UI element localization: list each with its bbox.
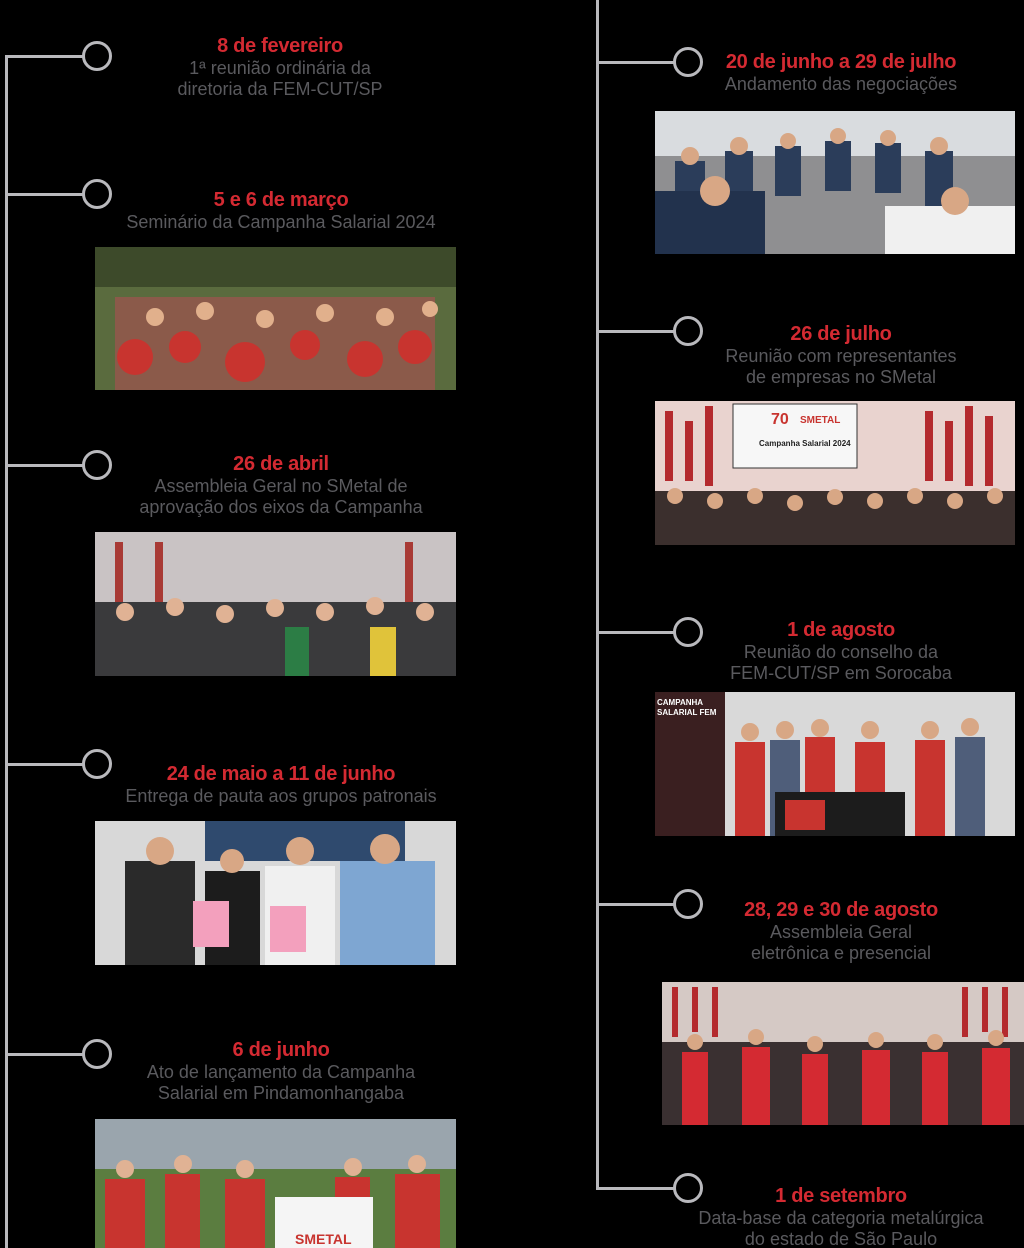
campaign-text: CAMPANHA SALARIAL FEM [657, 698, 717, 717]
event-desc: Entrega de pauta aos grupos patronais [125, 786, 437, 806]
photo-reuniao-empresas [655, 401, 1015, 545]
event-desc: aprovação dos eixos da Campanha [139, 497, 423, 517]
event-24-maio [96, 762, 466, 807]
event-desc: Seminário da Campanha Salarial 2024 [126, 212, 436, 232]
event-26-abril [96, 452, 466, 518]
event-date: 20 de junho a 29 de julho [725, 51, 957, 73]
event-date: 28, 29 e 30 de agosto [744, 899, 938, 921]
event-date: 26 de julho [790, 323, 892, 345]
connector [5, 464, 85, 467]
event-desc: do estado de São Paulo [744, 1229, 938, 1248]
timeline-marker [82, 41, 112, 71]
event-5-6-marco [96, 188, 466, 233]
event-8-fevereiro [120, 34, 440, 100]
event-desc: Salarial em Pindamonhangaba [157, 1083, 405, 1103]
banner-text: SMETAL [295, 1231, 352, 1247]
photo-entrega-pauta [95, 821, 456, 965]
event-date: 24 de maio a 11 de junho [166, 763, 396, 785]
connector [5, 763, 85, 766]
event-6-junho [96, 1038, 466, 1104]
event-date: 8 de fevereiro [217, 35, 343, 57]
right-timeline-line [596, 0, 599, 1190]
event-date: 1 de setembro [775, 1185, 907, 1207]
event-desc: Reunião do conselho da [743, 642, 939, 662]
event-desc: Andamento das negociações [724, 74, 958, 94]
photo-negociacoes [655, 111, 1015, 254]
event-desc: Reunião com representantes [725, 346, 957, 366]
event-date: 26 de abril [233, 453, 329, 475]
connector [5, 55, 85, 58]
event-desc: diretoria da FEM-CUT/SP [177, 79, 383, 99]
event-28-agosto [656, 898, 1024, 964]
event-date: 1 de agosto [787, 619, 895, 641]
photo-assembleia-agosto [662, 982, 1024, 1125]
connector [5, 1053, 85, 1056]
event-date: 6 de junho [232, 1039, 330, 1061]
event-desc: 1ª reunião ordinária da [189, 58, 371, 78]
photo-seminario [95, 247, 456, 390]
event-20-junho [656, 50, 1024, 95]
event-26-julho [656, 322, 1024, 388]
photo-lancamento-pindamonhangaba [95, 1119, 456, 1248]
screen-brand: SMETAL [800, 415, 841, 426]
event-desc: Assembleia Geral [769, 922, 913, 942]
screen-title: Campanha Salarial 2024 [759, 439, 851, 448]
event-desc: Ato de lançamento da Campanha [146, 1062, 416, 1082]
connector [5, 193, 85, 196]
event-desc: Assembleia Geral no SMetal de [154, 476, 408, 496]
event-desc: FEM-CUT/SP em Sorocaba [730, 663, 952, 683]
photo-assembleia-abril [95, 532, 456, 676]
event-1-setembro [656, 1184, 1024, 1248]
left-timeline-line [5, 56, 8, 1248]
event-desc: Data-base da categoria metalúrgica [698, 1208, 984, 1228]
event-date: 5 e 6 de março [213, 189, 349, 211]
screen-logo: 70 [771, 411, 789, 428]
event-desc: eletrônica e presencial [750, 943, 932, 963]
event-desc: de empresas no SMetal [745, 367, 937, 387]
event-1-agosto [656, 618, 1024, 684]
photo-conselho-sorocaba [655, 692, 1015, 836]
